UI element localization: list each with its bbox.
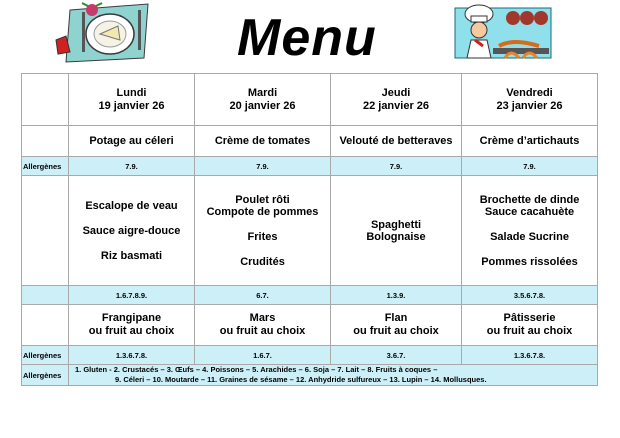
blank-label-cell [22,305,69,346]
dish: Spaghetti [370,218,422,231]
dessert-cell [195,305,331,346]
main-course-row [22,176,598,286]
legend-line: 9. Céleri – 10. Moutarde – 11. Graines de sésame – 12. Anhydride sulfureux – 13. Lupin – 14. Mollusques. [115,375,487,384]
dessert-alt: ou fruit au choix [353,325,439,337]
allergen-cell: 3.5.6.7.8. [462,286,598,305]
day-name: Mardi [247,86,278,99]
dessert-cell [462,305,598,346]
dish: Crudités [240,255,285,268]
allergen-cell: 1.6.7.8.9. [69,286,195,305]
allergen-cell: 7.9. [195,157,331,176]
soup-allergen-row [22,157,598,176]
dish: Escalope de veau [85,199,178,212]
day-header-mardi [195,74,331,126]
main-cell [195,176,331,286]
dessert-name: Flan [384,312,408,324]
header-row [22,74,598,126]
allergen-cell: 3.6.7. [331,346,462,365]
allergen-legend [69,365,598,386]
day-header-lundi [69,74,195,126]
dessert-row [22,305,598,346]
blank-label-cell [22,286,69,305]
dish: Compote de pommes [206,205,319,218]
day-name: Vendredi [506,86,553,99]
main-allergen-row [22,286,598,305]
day-name: Jeudi [381,86,411,99]
allergen-cell: 6.7. [195,286,331,305]
dish: Salade Sucrine [490,230,569,243]
soup-row [22,126,598,157]
dish: Sauce aigre-douce [82,224,181,237]
day-date: 22 janvier 26 [362,99,430,112]
main-cell [462,176,598,286]
allergen-cell: 1.3.9. [331,286,462,305]
allergen-cell: 7.9. [462,157,598,176]
day-header-vendredi [462,74,598,126]
blank-label-cell [22,126,69,157]
dish: Frites [247,230,278,243]
dish: Brochette de dinde [479,193,580,206]
main-cell [331,176,462,286]
dish: Riz basmati [100,249,163,262]
allergen-cell: 1.3.6.7.8. [462,346,598,365]
allergen-cell: 7.9. [331,157,462,176]
allergen-label: Allergènes [22,346,69,365]
dessert-allergen-row [22,346,598,365]
allergen-label: Allergènes [22,365,69,386]
blank-label-cell [22,176,69,286]
day-date: 20 janvier 26 [229,99,296,112]
chef-clipart [453,2,553,66]
dish: Bolognaise [366,230,426,243]
legend-line: 1. Gluten - 2. Crustacés – 3. Œufs – 4. Poissons – 5. Arachides – 6. Soja – 7. Lait – 8. Fruits à coques – [75,365,438,374]
dessert-alt: ou fruit au choix [486,325,573,337]
day-date: 19 janvier 26 [98,99,165,112]
allergen-cell: 7.9. [69,157,195,176]
dish: Sauce cacahuète [484,205,575,218]
soup-cell: Potage au céleri [69,126,195,157]
menu-table [21,73,598,386]
soup-cell: Crème de tomates [195,126,331,157]
main-cell [69,176,195,286]
dessert-alt: ou fruit au choix [88,325,175,337]
dessert-cell [69,305,195,346]
dessert-name: Pâtisserie [503,312,556,324]
dessert-cell [331,305,462,346]
day-name: Lundi [116,86,147,99]
soup-cell: Velouté de betteraves [331,126,462,157]
allergen-label: Allergènes [22,157,69,176]
page-title: Menu [237,9,377,67]
corner-cell [22,74,69,126]
allergen-legend-row [22,365,598,386]
dessert-name: Frangipane [101,312,162,324]
dessert-name: Mars [249,312,276,324]
day-date: 23 janvier 26 [496,99,563,112]
table-setting-clipart [52,2,162,64]
soup-cell: Crème d’artichauts [462,126,598,157]
allergen-cell: 1.3.6.7.8. [69,346,195,365]
allergen-cell: 1.6.7. [195,346,331,365]
dish: Poulet rôti [235,193,290,206]
day-header-jeudi [331,74,462,126]
dish: Pommes rissolées [481,255,578,268]
dessert-alt: ou fruit au choix [219,325,306,337]
